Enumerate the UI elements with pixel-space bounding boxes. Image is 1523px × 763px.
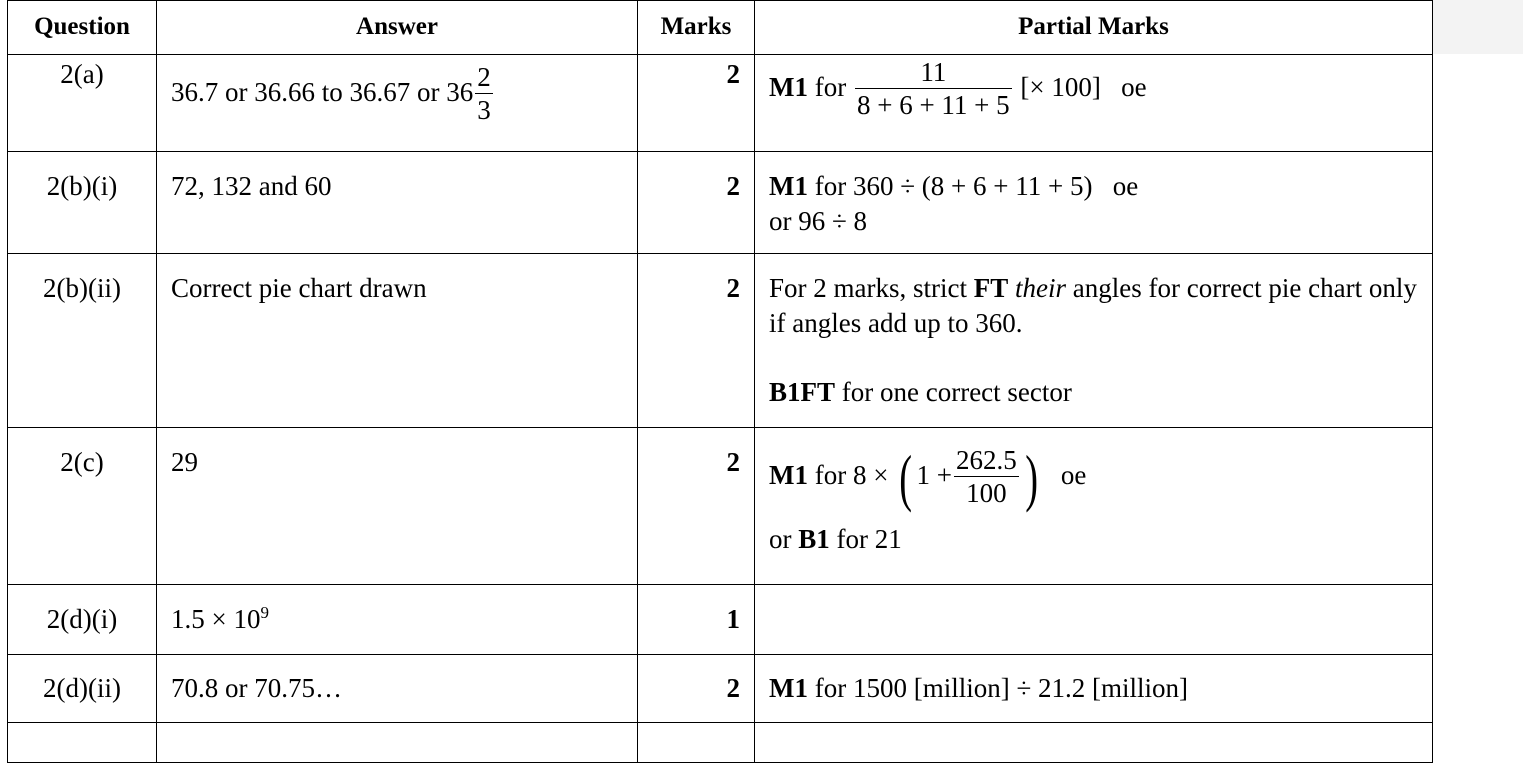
partial-cell — [755, 254, 1433, 428]
answer-text: 36.7 or 36.66 to 36.67 or 36 — [171, 76, 474, 107]
answer-cell — [157, 655, 638, 723]
question-label: 2(b)(ii) — [43, 273, 121, 303]
table-row — [8, 655, 1433, 723]
header-question: Question — [8, 1, 157, 55]
header-row — [8, 1, 1433, 55]
partial-fraction — [954, 446, 1019, 509]
fraction-denominator: 3 — [477, 94, 491, 125]
partial-text: for 360 ÷ (8 + 6 + 11 + 5) oe — [814, 171, 1139, 201]
answer-fraction — [475, 63, 493, 126]
answer-cell — [157, 152, 638, 254]
b-mark: B1 — [798, 524, 830, 554]
header-partial-marks: Partial Marks — [755, 1, 1433, 55]
table-row — [8, 428, 1433, 585]
fraction-denominator: 8 + 6 + 11 + 5 — [856, 89, 1010, 120]
question-label: 2(c) — [60, 447, 104, 477]
fraction-denominator: 100 — [954, 476, 1019, 509]
question-label: 2(a) — [60, 59, 104, 89]
marks-value: 2 — [726, 273, 740, 303]
question-cell — [8, 585, 157, 655]
marks-cell — [638, 655, 755, 723]
marks-value: 2 — [726, 673, 740, 703]
follow-through-mark: FT — [973, 273, 1009, 303]
question-label: 2(d)(ii) — [43, 673, 121, 703]
partial-text: or 96 ÷ 8 — [769, 206, 868, 237]
fraction-numerator: 11 — [920, 57, 947, 87]
method-mark: M1 — [769, 171, 808, 201]
marks-cell — [638, 55, 755, 152]
partial-text: for one correct sector — [841, 377, 1072, 408]
marks-value: 2 — [726, 171, 740, 201]
marks-cell — [638, 723, 755, 763]
table-row — [8, 254, 1433, 428]
partial-cell — [755, 428, 1433, 585]
header-answer: Answer — [157, 1, 638, 55]
marks-cell — [638, 152, 755, 254]
partial-text: angles for correct pie chart only if angles add up to 360. — [769, 273, 1417, 339]
partial-cell — [755, 655, 1433, 723]
answer-text: 72, 132 and 60 — [171, 171, 332, 201]
mark-scheme-table — [7, 0, 1433, 763]
partial-text: for 21 — [836, 524, 902, 554]
answer-text: 1.5 × 10 — [171, 604, 261, 634]
answer-text: 70.8 or 70.75… — [171, 673, 342, 703]
table-row — [8, 723, 1433, 763]
partial-text: for — [814, 71, 847, 102]
method-mark: M1 — [769, 460, 808, 491]
marks-cell — [638, 585, 755, 655]
table-row — [8, 585, 1433, 655]
partial-fraction — [855, 58, 1012, 121]
partial-text-italic: their — [1015, 273, 1066, 303]
left-paren-icon: ( — [899, 442, 913, 513]
background-strip — [1432, 0, 1523, 54]
answer-cell — [157, 254, 638, 428]
answer-text: Correct pie chart drawn — [171, 273, 427, 303]
table-row — [8, 152, 1433, 254]
fraction-numerator: 2 — [477, 62, 491, 92]
answer-text: 29 — [171, 447, 198, 477]
answer-cell — [157, 585, 638, 655]
fraction-numerator: 262.5 — [956, 445, 1017, 476]
method-mark: M1 — [769, 71, 808, 102]
marks-value: 2 — [726, 59, 740, 89]
marks-cell — [638, 254, 755, 428]
table-row — [8, 55, 1433, 152]
marks-value: 1 — [726, 604, 740, 634]
partial-text: 1 + — [916, 460, 952, 491]
partial-text: for 1500 [million] ÷ 21.2 [million] — [814, 673, 1189, 703]
question-label: 2(b)(i) — [46, 171, 118, 201]
partial-cell — [755, 723, 1433, 763]
partial-cell — [755, 55, 1433, 152]
partial-text: oe — [1060, 460, 1087, 491]
question-cell — [8, 723, 157, 763]
partial-text: or — [769, 524, 792, 554]
question-cell — [8, 55, 157, 152]
partial-text: for 8 × — [814, 460, 889, 491]
question-cell — [8, 152, 157, 254]
marks-value: 2 — [726, 447, 740, 477]
b-mark: B1FT — [769, 377, 836, 408]
answer-cell — [157, 428, 638, 585]
right-paren-icon: ) — [1025, 442, 1038, 513]
partial-text: For 2 marks, strict — [769, 273, 967, 303]
marks-cell — [638, 428, 755, 585]
answer-cell — [157, 723, 638, 763]
partial-cell — [755, 585, 1433, 655]
answer-exponent: 9 — [260, 603, 269, 622]
question-label: 2(d)(i) — [46, 604, 118, 634]
question-cell — [8, 428, 157, 585]
question-cell — [8, 655, 157, 723]
answer-cell — [157, 55, 638, 152]
partial-cell — [755, 152, 1433, 254]
question-cell — [8, 254, 157, 428]
header-marks: Marks — [638, 1, 755, 55]
method-mark: M1 — [769, 673, 808, 703]
partial-text: [× 100] oe — [1020, 71, 1147, 102]
